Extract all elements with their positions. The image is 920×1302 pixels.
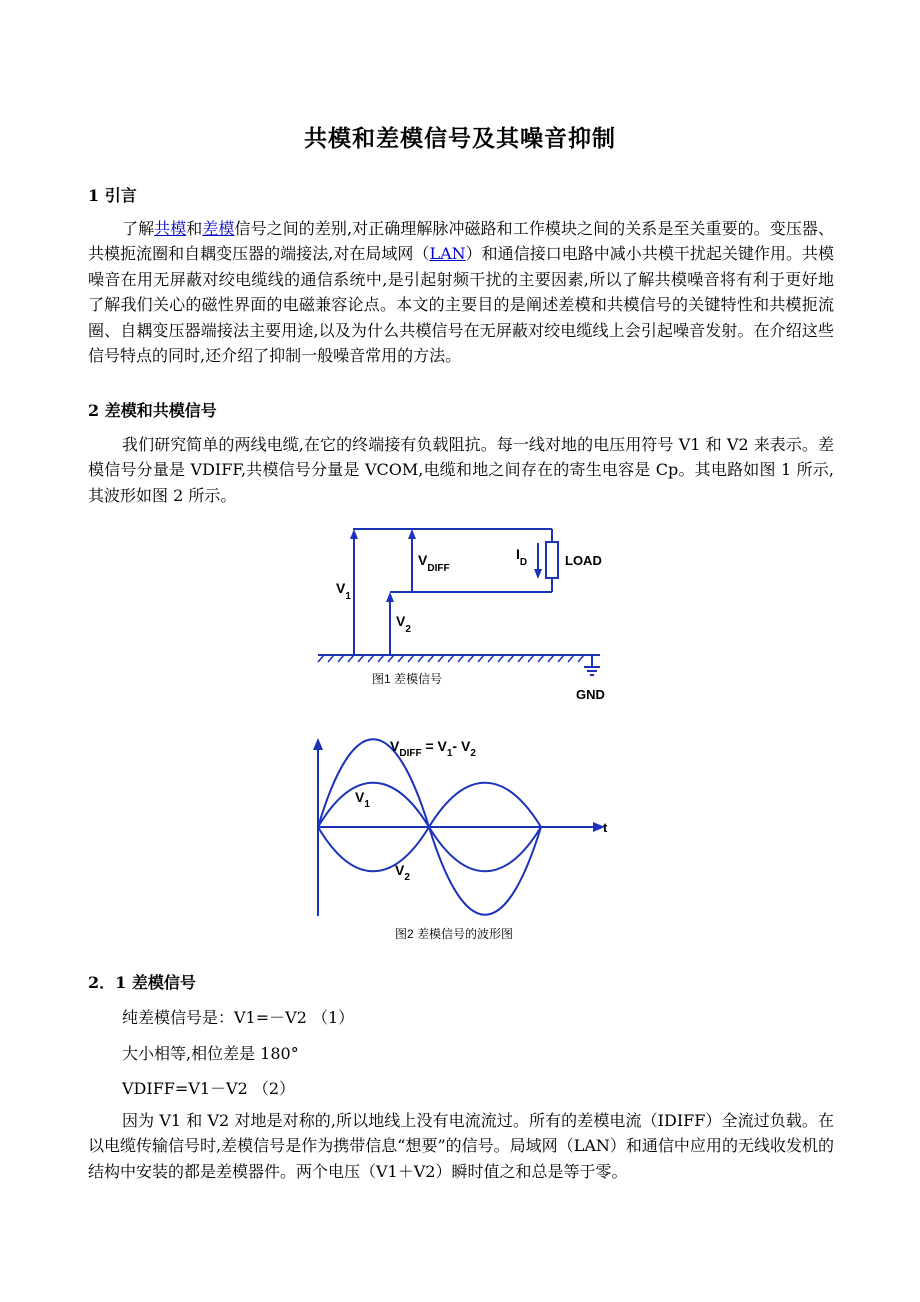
intro-paragraph: [88, 216, 834, 368]
fig1-vdiff-label: $V_{DIFF}$: [418, 552, 450, 574]
vdiff-arrowhead: [408, 529, 416, 539]
fig2-v1-label: $V_1$: [355, 789, 370, 810]
fig1-v2-label: $V_2$: [396, 613, 411, 635]
link-lan[interactable]: LAN: [429, 244, 466, 264]
fig1-v1-label: $V_1$: [336, 580, 351, 602]
fig1-id-label: $I_D$: [516, 546, 528, 568]
figure-1-circuit-diagram: [310, 515, 612, 707]
page-title: 共模和差模信号及其噪音抑制: [304, 125, 616, 152]
fig1-gnd-label: GND: [576, 687, 605, 702]
v2-arrowhead: [386, 592, 394, 602]
section-2-heading: 2 差模和共模信号: [88, 401, 217, 420]
formula-2: VDIFF=V1－V2 （2）: [122, 1079, 296, 1098]
intro-text-1: 了解: [122, 219, 155, 238]
formula-1: 纯差模信号是：V1=－V2 （1）: [122, 1008, 355, 1027]
fig1-load-label: LOAD: [565, 553, 602, 568]
id-arrowhead: [534, 569, 542, 579]
fig2-caption: 图2 差模信号的波形图: [395, 927, 514, 941]
intro-text-4: ）和通信接口电路中减小共模干扰起关键作用。共模噪音在用无屏蔽对绞电缆线的通信系统中,是引起射频干扰的主要因素,所以了解共模噪音将有利于更好地了解我们关心的磁性界面的电磁兼容论点。本文的主要目的是阐述差模和共模信号的关键特性和共模扼流圈、自耦变压器端接法主要用途,以及为什么共模信号在无屏蔽对绞电缆线上会引起噪音发射。在介绍这些信号特点的同时,还介绍了抑制一般噪音常用的方法。: [88, 244, 834, 366]
fig2-t-label: t: [603, 820, 608, 835]
ground-hatching: [318, 655, 584, 662]
intro-text-2: 和: [186, 219, 203, 238]
load-resistor: [546, 542, 558, 578]
intro-text-3: 信号之间的差别,对正确理解脉冲磁路和工作模块之间的关系是至关重要的。变压器、共模扼流圈和自耦变压器的端接法,对在局域网（: [88, 219, 834, 264]
fig2-vdiff-equation: $V_{DIFF} = V_1-$ $V_2$: [390, 738, 476, 759]
section-2-1-heading: 2．1 差模信号: [88, 973, 196, 992]
y-axis-arrowhead: [313, 738, 323, 750]
fig1-caption: 图1 差模信号: [372, 672, 443, 686]
v1-arrowhead: [350, 529, 358, 539]
figure-2-waveform: [305, 730, 613, 945]
link-differential-mode[interactable]: 差模: [202, 219, 235, 238]
formula-1-note: 大小相等,相位差是 180°: [122, 1044, 299, 1063]
section-2-paragraph: 我们研究简单的两线电缆,在它的终端接有负载阻抗。每一线对地的电压用符号 V1 和 V2 来表示。差模信号分量是 VDIFF,共模信号分量是 VCOM,电缆和地之间存在的寄生电容是 Cp。其电路如图 1 所示,其波形如图 2 所示。: [88, 435, 834, 505]
section-1-heading: 1 引言: [88, 186, 137, 205]
section-2-1-paragraph: 因为 V1 和 V2 对地是对称的,所以地线上没有电流流过。所有的差模电流（IDIFF）全流过负载。在以电缆传输信号时,差模信号是作为携带信息“想要”的信号。局域网（LAN）和通信中应用的无线收发机的结构中安装的都是差模器件。两个电压（V1＋V2）瞬时值之和总是等于零。: [88, 1111, 834, 1181]
link-common-mode[interactable]: 共模: [154, 219, 187, 238]
fig2-v2-label: $V_2$: [395, 862, 410, 883]
